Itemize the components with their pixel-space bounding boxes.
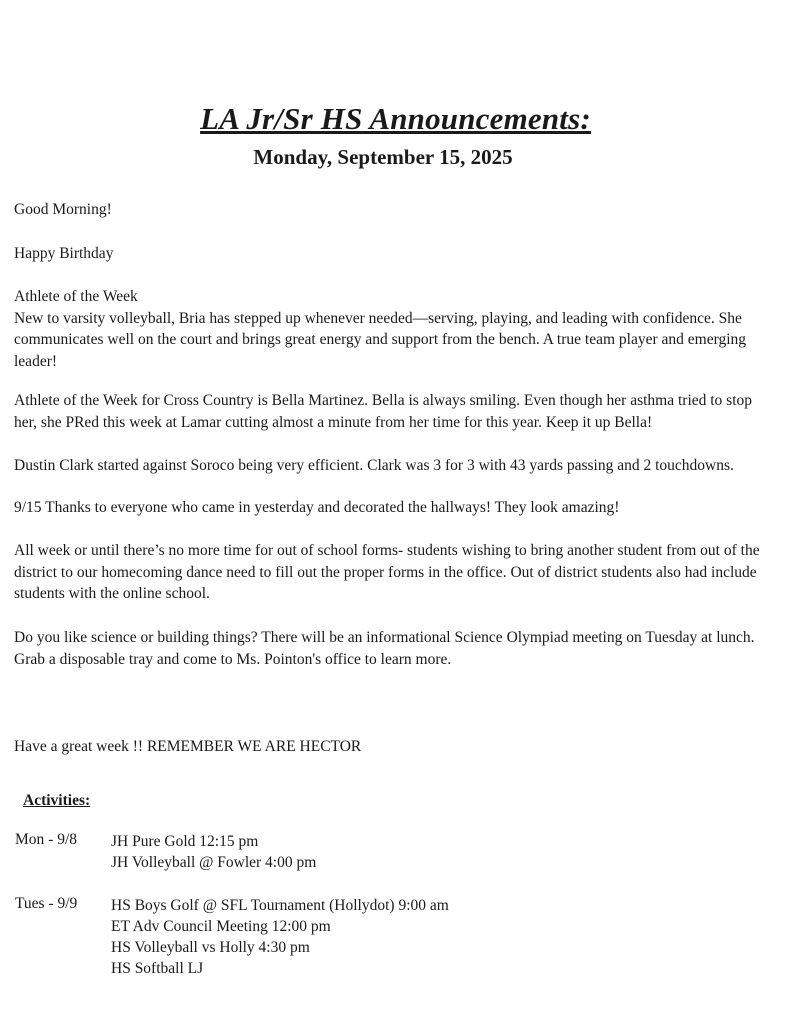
thanks-paragraph [14,497,774,519]
football-paragraph [14,455,774,477]
paragraph-line: 9/15 Thanks to everyone who came in yesterday and decorated the hallways! They look amazing! [14,499,620,516]
activity-event: ET Adv Council Meeting 12:00 pm [111,918,331,935]
closing-text [14,736,774,758]
activity-event: HS Softball LJ [111,960,204,977]
homecoming-paragraph [14,540,774,605]
paragraph-line: Grab a disposable tray and come to Ms. Pointon's office to learn more. [14,650,452,668]
paragraph-line: her, she PRed this week at Lamar cutting almost a minute from her time for this year. Keep it up Bella! [14,413,653,431]
athlete-of-week-heading: Athlete of the Week [14,288,138,305]
activities-heading: Activities: [23,792,91,809]
greeting-text: Good Morning! [14,201,112,218]
paragraph-line: New to varsity volleyball, Bria has stepped up whenever needed—serving, playing, and leading with confidence. She [14,309,742,327]
paragraph-line: Dustin Clark started against Soroco being very efficient. Clark was 3 for 3 with 43 yards passing and 2 touchdowns. [14,457,734,474]
paragraph-line: district to our homecoming dance need to fill out the proper forms in the office. Out of district students also had include [14,563,757,581]
paragraph-line: students with the online school. [14,585,210,602]
page-date: Monday, September 15, 2025 [253,145,513,169]
activity-event-list [111,831,316,873]
activity-event: HS Boys Golf @ SFL Tournament (Hollydot) 9:00 am [111,897,449,914]
paragraph-line: All week or until there’s no more time for out of school forms- students wishing to bring another student from out of the [14,542,760,559]
activity-event: JH Pure Gold 12:15 pm [111,833,259,850]
athlete-of-week-section [14,286,774,372]
paragraph-line: communicates well on the court and brings great energy and support from the bench. A true team player and emerging [14,331,747,348]
science-paragraph [14,627,774,670]
activity-day-label: Tues - 9/9 [15,895,78,912]
birthday-heading: Happy Birthday [14,245,114,262]
paragraph-line: leader! [14,352,58,370]
paragraph-line: Athlete of the Week for Cross Country is Bella Martinez. Bella is always smiling. Even though her asthma tried to stop [14,392,753,409]
activity-event: JH Volleyball @ Fowler 4:00 pm [111,854,317,871]
paragraph-line: Do you like science or building things? There will be an informational Science Olympiad meeting on Tuesday at lunch. [14,629,755,646]
closing-line: Have a great week !! REMEMBER WE ARE HECTOR [14,738,362,755]
activity-event-list [111,895,449,979]
cross-country-paragraph [14,390,774,433]
page-title: LA Jr/Sr HS Announcements: [200,101,591,136]
activity-day-label: Mon - 9/8 [15,831,77,848]
activity-event: HS Volleyball vs Holly 4:30 pm [111,939,310,956]
